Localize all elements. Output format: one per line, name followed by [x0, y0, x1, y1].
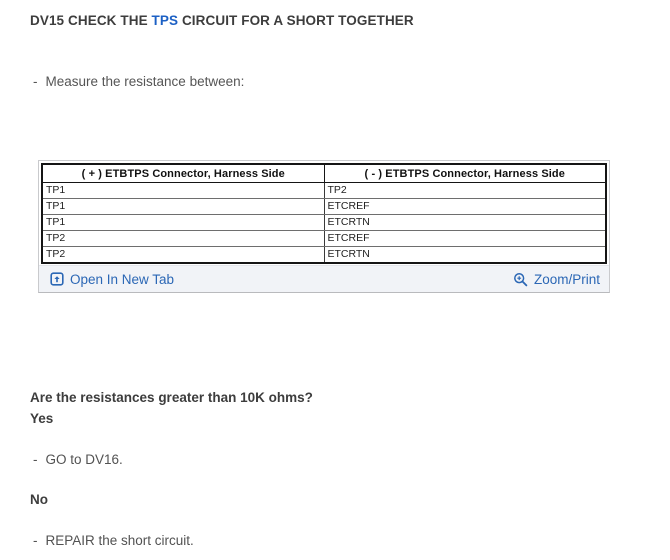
- table-cell: TP2: [42, 231, 324, 247]
- table-cell: ETCRTN: [324, 247, 606, 264]
- measure-instruction-text: Measure the resistance between:: [45, 74, 245, 89]
- zoom-print-link[interactable]: [513, 272, 600, 287]
- table-row: [42, 183, 606, 199]
- table-cell: ETCREF: [324, 199, 606, 215]
- resistance-table: [41, 163, 607, 264]
- table-cell: TP1: [42, 199, 324, 215]
- open-in-new-tab-icon: [50, 272, 64, 286]
- table-row: [42, 231, 606, 247]
- zoom-print-label: Zoom/Print: [533, 271, 600, 287]
- no-action-text: REPAIR the short circuit.: [45, 533, 194, 548]
- positive-connector-header: ( + ) ETBTPS Connector, Harness Side: [42, 164, 324, 183]
- yes-action: [33, 452, 313, 468]
- dash-bullet: -: [33, 533, 38, 548]
- table-cell: TP1: [42, 215, 324, 231]
- measure-instruction: [33, 74, 244, 90]
- page-title: [30, 13, 414, 28]
- no-label: No: [30, 492, 48, 507]
- decision-block: [30, 390, 313, 549]
- table-row: [42, 247, 606, 264]
- tps-link[interactable]: TPS: [151, 13, 179, 28]
- yes-label: Yes: [30, 411, 54, 426]
- table-cell: ETCREF: [324, 231, 606, 247]
- page-title-suffix: CIRCUIT FOR A SHORT TOGETHER: [178, 13, 414, 28]
- table-header-row: [42, 164, 606, 183]
- table-cell: TP1: [42, 183, 324, 199]
- zoom-in-icon: [513, 272, 528, 287]
- page-title-prefix: DV15 CHECK THE: [30, 13, 152, 28]
- negative-connector-header: ( - ) ETBTPS Connector, Harness Side: [324, 164, 606, 183]
- table-cell: TP2: [42, 247, 324, 264]
- yes-action-text: GO to DV16.: [45, 452, 123, 467]
- dash-bullet: -: [33, 452, 38, 467]
- table-widget-footer: [39, 265, 609, 292]
- question-text: Are the resistances greater than 10K ohms?: [30, 390, 313, 405]
- no-action: [33, 533, 313, 549]
- dash-bullet: -: [33, 74, 38, 89]
- open-in-new-tab-link[interactable]: [50, 272, 174, 287]
- resistance-table-widget: [38, 160, 610, 293]
- open-in-new-tab-label: Open In New Tab: [70, 271, 175, 287]
- table-row: [42, 199, 606, 215]
- table-cell: TP2: [324, 183, 606, 199]
- table-cell: ETCRTN: [324, 215, 606, 231]
- table-row: [42, 215, 606, 231]
